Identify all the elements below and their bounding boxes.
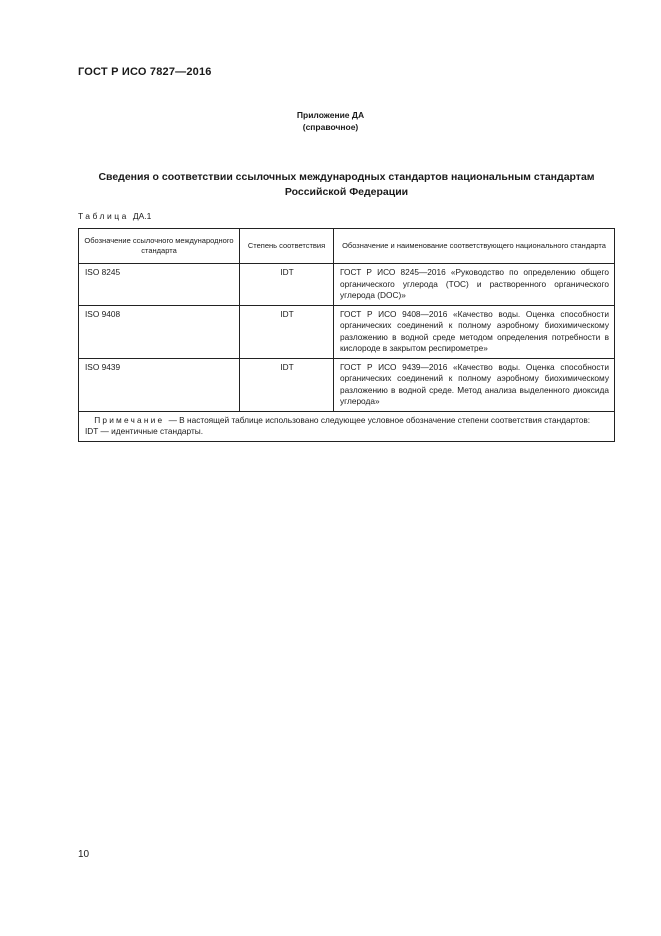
table-row	[79, 264, 615, 306]
table-note	[79, 411, 615, 441]
cell-national-standard: ГОСТ Р ИСО 8245—2016 «Руководство по определению общего органического углерода (TOC) и растворенного органического углерода (DOC)»	[334, 264, 615, 306]
cell-degree: IDT	[240, 358, 334, 411]
note-legend: IDT — идентичные стандарты.	[85, 426, 204, 436]
section-title: Сведения о соответствии ссылочных международных стандартов национальным стандартам Российской Федерации	[98, 171, 595, 198]
header-national-standard: Обозначение и наименование соответствующего национального стандарта	[334, 229, 615, 264]
cell-international-standard: ISO 8245	[79, 264, 240, 306]
document-header: ГОСТ Р ИСО 7827—2016	[78, 66, 212, 78]
table-row	[79, 358, 615, 411]
cell-degree: IDT	[240, 305, 334, 358]
annex-title: Приложение ДА	[296, 110, 365, 120]
header-degree-of-conformity: Степень соответствия	[240, 229, 334, 264]
cell-national-standard: ГОСТ Р ИСО 9408—2016 «Качество воды. Оценка способности органических соединений к полному аэробному биохимическому разложению в водной среде методом определения потребности в кислороде в закрытом респирометре»	[334, 305, 615, 358]
cell-national-standard: ГОСТ Р ИСО 9439—2016 «Качество воды. Оценка способности органических соединений к полному аэробному биохимическому разложению в водной среде. Метод анализа выделенного диоксида углерода»	[334, 358, 615, 411]
cell-degree: IDT	[240, 264, 334, 306]
note-text: — В настоящей таблице использовано следующее условное обозначение степени соответствия стандартов:	[166, 414, 591, 425]
table-header-row	[79, 229, 615, 264]
table-note-row	[79, 411, 615, 441]
note-text-line	[85, 415, 609, 427]
standards-table	[78, 228, 615, 442]
note-label: Примечание	[94, 414, 165, 425]
table-caption	[78, 211, 151, 221]
table-row	[79, 305, 615, 358]
page-number: 10	[78, 849, 90, 860]
table-caption-label: Таблица	[78, 211, 129, 221]
annex-type: (справочное)	[302, 122, 359, 132]
cell-international-standard: ISO 9408	[79, 305, 240, 358]
header-international-standard: Обозначение ссылочного международного стандарта	[79, 229, 240, 264]
table-caption-id: ДА.1	[132, 211, 152, 221]
cell-international-standard: ISO 9439	[79, 358, 240, 411]
